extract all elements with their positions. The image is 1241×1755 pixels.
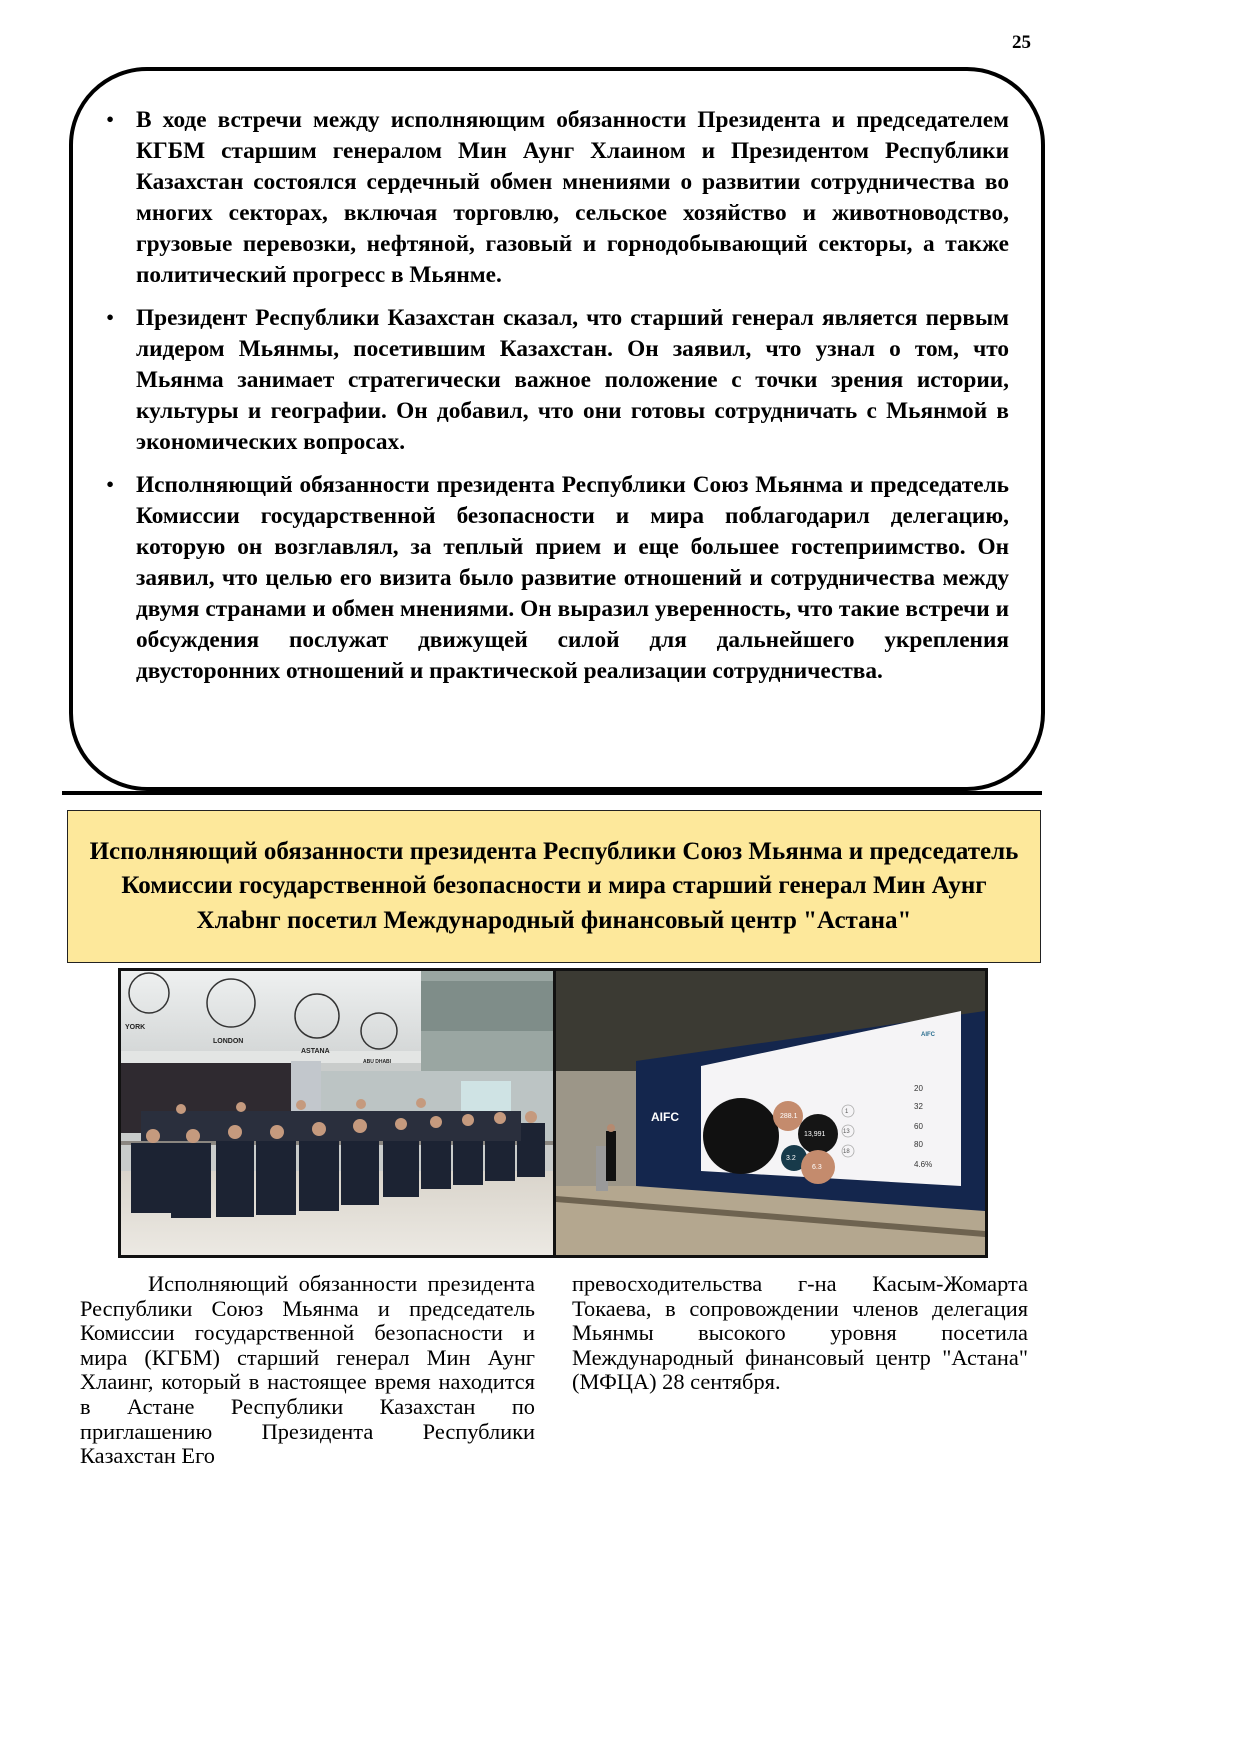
screen-stat: 4.6% <box>914 1160 933 1169</box>
screen-stat: 6.3 <box>812 1164 822 1171</box>
photo-delegation-seated <box>121 971 553 1255</box>
screen-stat: 13 <box>843 1129 850 1135</box>
screen-stat: 13,991 <box>804 1131 826 1138</box>
summary-bullet <box>104 470 1009 687</box>
screen-stat: 80 <box>914 1140 923 1149</box>
summary-bullet <box>104 105 1009 291</box>
bullet-icon: • <box>106 305 115 331</box>
page-number: 25 <box>1012 32 1031 53</box>
bullet-icon: • <box>106 107 115 133</box>
photo-collage <box>118 968 988 1258</box>
clock-label: ASTANA <box>301 1048 330 1055</box>
article-left-column: Исполняющий обязанности президента Республики Союз Мьянма и председатель Комиссии государственной безопасности и мира (КГБМ) старший генерал Мин Аунг Хлаинг, который в настоящее время находится в Астане Республики Казахстан по приглашению Президента Республики Казахстан Его <box>80 1271 535 1469</box>
clock-label: ABU DHABI <box>363 1059 392 1065</box>
screen-stat: 20 <box>914 1084 923 1093</box>
screen-stat: 18 <box>843 1149 850 1155</box>
article-columns <box>80 1272 1028 1469</box>
screen-stat: 288.1 <box>780 1113 798 1120</box>
bullet-icon: • <box>106 472 115 498</box>
aifc-logo-screen: AIFC <box>921 1032 935 1038</box>
summary-bullet-text: Президент Республики Казахстан сказал, что старший генерал является первым лидером Мьянмы, посетившим Казахстан. Он заявил, что узнал о том, что Мьянма занимает стратегически важное положение с точки зрения истории, культуры и географии. Он добавил, что они готовы сотрудничать с Мьянмой в экономических вопросах. <box>136 305 1009 455</box>
headline-box <box>67 810 1041 963</box>
clock-label: YORK <box>125 1024 146 1031</box>
section-divider <box>62 791 1042 795</box>
summary-bullet <box>104 303 1009 458</box>
screen-stat: 60 <box>914 1122 923 1131</box>
clock-label: LONDON <box>213 1038 244 1045</box>
screen-stat: 32 <box>914 1102 923 1111</box>
screen-stat: 3.2 <box>786 1155 796 1162</box>
aifc-logo-wall: AIFC <box>651 1110 679 1124</box>
summary-bullet-text: В ходе встречи между исполняющим обязанности Президента и председателем КГБМ старшим генералом Мин Аунг Хлаином и Президентом Республики Казахстан состоялся сердечный обмен мнениями о развитии сотрудничества во многих секторах, включая торговлю, сельское хозяйство и животноводство, грузовые перевозки, нефтяной, газовый и горнодобывающий секторы, а также политический прогресс в Мьянме. <box>136 107 1009 288</box>
photo-aifc-presentation <box>556 971 985 1255</box>
summary-bullet-list <box>104 105 1009 699</box>
screen-stat: 1 <box>845 1109 849 1115</box>
article-right-column: превосходительства г-на Касым-Жомарта Токаева, в сопровождении членов делегация Мьянмы высокого уровня посетила Международный финансовый центр "Астана" (МФЦА) 28 сентября. <box>572 1271 1028 1395</box>
headline: Исполняющий обязанности президента Республики Союз Мьянма и председатель Комиссии государственной безопасности и мира старший генерал Мин Аунг Хлаbнг посетил Международный финансовый центр "Астана" <box>89 837 1019 934</box>
summary-bullet-text: Исполняющий обязанности президента Республики Союз Мьянма и председатель Комиссии государственной безопасности и мира поблагодарил делегацию, которую он возглавлял, за теплый прием и еще большее гостеприимство. Он заявил, что целью его визита было развитие отношений и сотрудничества между двумя странами и обмен мнениями. Он выразил уверенность, что такие встречи и обсуждения послужат движущей силой для дальнейшего укрепления двусторонних отношений и практической реализации сотрудничества. <box>136 472 1009 684</box>
